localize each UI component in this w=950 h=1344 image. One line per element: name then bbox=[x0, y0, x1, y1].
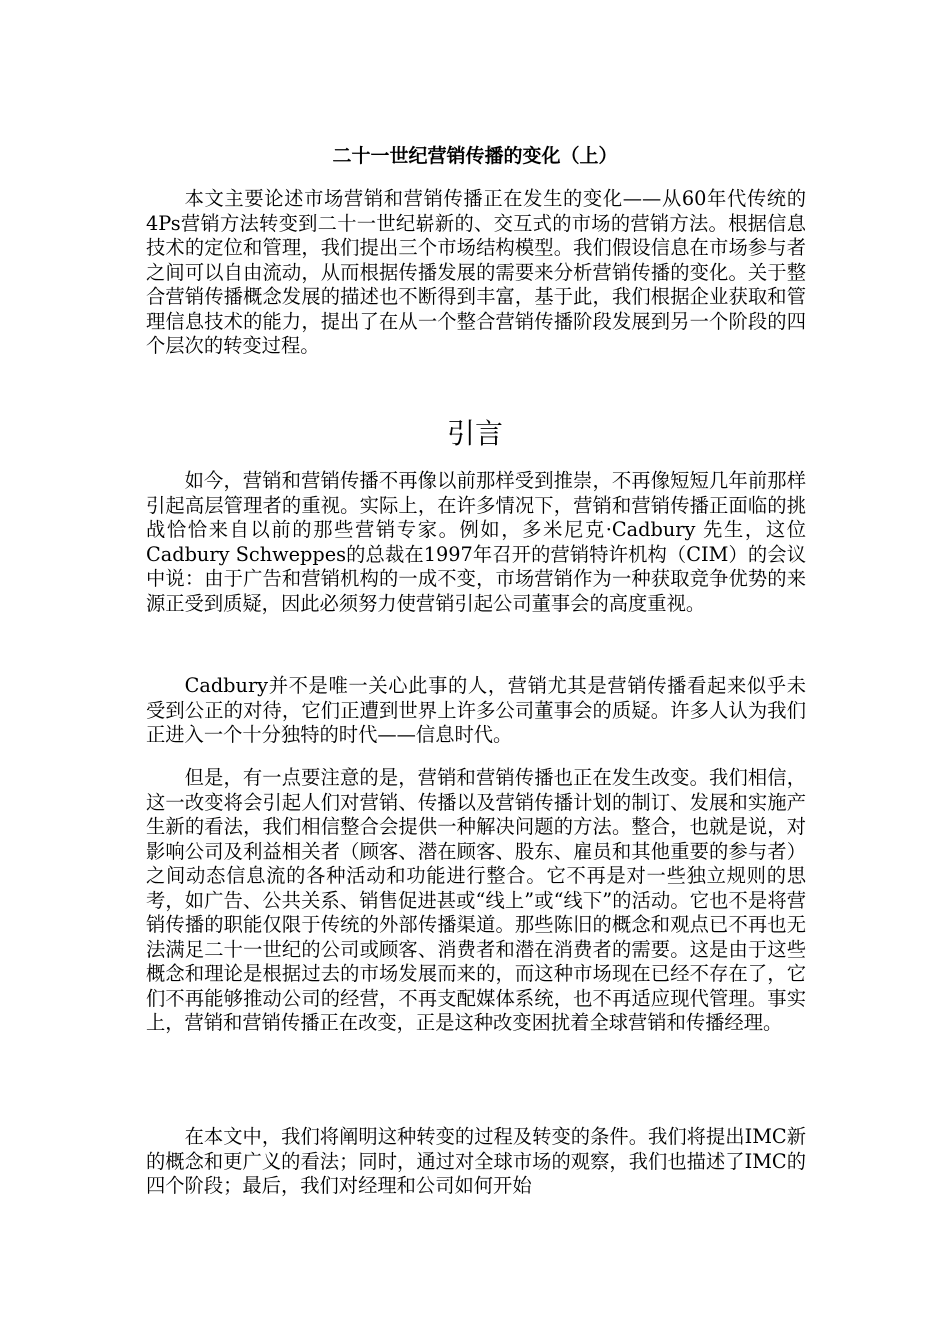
body-paragraph: 但是，有一点要注意的是，营销和营销传播也正在发生改变。我们相信，这一改变将会引起人们对营销、传播以及营销传播计划的制订、发展和实施产生新的看法，我们相信整合会提供一种解决问题的方法。整合，也就是说，对影响公司及利益相关者（顾客、潜在顾客、股东、雇员和其他重要的参与者）之间动态信息流的各种活动和功能进行整合。它不再是对一些独立规则的思考，如广告、公共关系、销售促进甚或“线上”或“线下”的活动。它也不是将营销传播的职能仅限于传统的外部传播渠道。那些陈旧的概念和观点已不再也无法满足二十一世纪的公司或顾客、消费者和潜在消费者的需要。这是由于这些概念和理论是根据过去的市场发展而来的，而这种市场现在已经不存在了，它们不再能够推动公司的经营，不再支配媒体系统，也不再适应现代管理。事实上，营销和营销传播正在改变，正是这种改变困扰着全球营销和传播经理。 bbox=[146, 766, 806, 1034]
body-paragraph: 在本文中，我们将阐明这种转变的过程及转变的条件。我们将提出IMC新的概念和更广义的看法；同时，通过对全球市场的观察，我们也描述了IMC的四个阶段；最后，我们对经理和公司如何开始 bbox=[146, 1125, 806, 1197]
document-title: 二十一世纪营销传播的变化（上） bbox=[332, 145, 618, 167]
body-paragraph: Cadbury并不是唯一关心此事的人，营销尤其是营销传播看起来似乎未受到公正的对待，它们正遭到世界上许多公司董事会的质疑。许多人认为我们正进入一个十分独特的时代——信息时代。 bbox=[146, 674, 806, 746]
section-heading-introduction: 引言 bbox=[446, 417, 503, 450]
body-paragraph: 如今，营销和营销传播不再像以前那样受到推崇，不再像短短几年前那样引起高层管理者的重视。实际上，在许多情况下，营销和营销传播正面临的挑战恰恰来自以前的那些营销专家。例如，多米尼克·Cadbury 先生，这位Cadbury Schweppes的总裁在1997年召开的营销特许机构（CIM）的会议中说：由于广告和营销机构的一成不变，市场营销作为一种获取竞争优势的来源正受到质疑，因此必须努力使营销引起公司董事会的高度重视。 bbox=[146, 469, 806, 615]
abstract-paragraph: 本文主要论述市场营销和营销传播正在发生的变化——从60年代传统的4Ps营销方法转变到二十一世纪崭新的、交互式的市场的营销方法。根据信息技术的定位和管理，我们提出三个市场结构模型。我们假设信息在市场参与者之间可以自由流动，从而根据传播发展的需要来分析营销传播的变化。关于整合营销传播概念发展的描述也不断得到丰富，基于此，我们根据企业获取和管理信息技术的能力，提出了在从一个整合营销传播阶段发展到另一个阶段的四个层次的转变过程。 bbox=[146, 187, 806, 357]
